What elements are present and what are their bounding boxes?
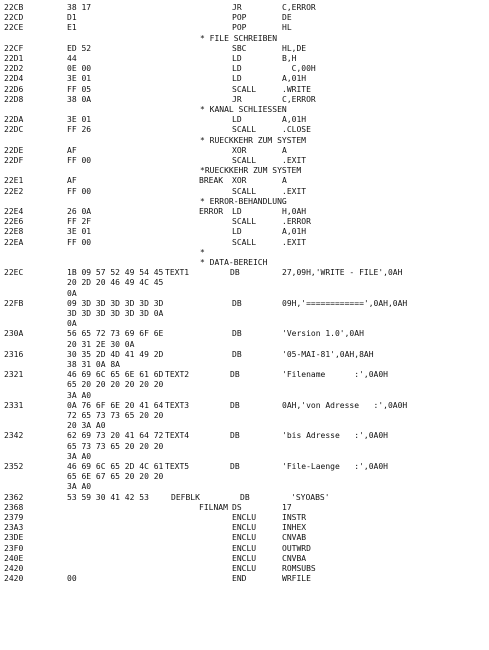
address: 23A3: [4, 523, 24, 533]
opcode: POP: [232, 23, 247, 33]
hex-bytes: 20 3A A0: [67, 421, 106, 431]
hex-bytes: AF: [67, 176, 77, 186]
operand: 'SYOABS': [291, 492, 330, 502]
code-line: [0, 411, 489, 421]
code-line: [0, 340, 489, 350]
code-line: [0, 513, 489, 523]
operand: CNVAB: [282, 533, 307, 543]
opcode: SCALL: [232, 237, 257, 247]
operand: '05-MAI-81',0AH,8AH: [282, 349, 374, 359]
code-line: [0, 544, 489, 554]
opcode: DB: [230, 431, 240, 441]
address: 230A: [4, 329, 24, 339]
opcode: SBC: [232, 43, 247, 53]
operand: OUTWRD: [282, 543, 311, 553]
code-line: [0, 442, 489, 452]
hex-bytes: FF 00: [67, 186, 92, 196]
code-line: [0, 309, 489, 319]
operand: HL: [282, 23, 292, 33]
address: 22EA: [4, 237, 24, 247]
code-line: [0, 289, 489, 299]
hex-bytes: 0A: [67, 288, 77, 298]
operand: C,ERROR: [282, 3, 316, 12]
hex-bytes: FF 26: [67, 125, 92, 135]
code-line: [0, 217, 489, 227]
comment-text: * ERROR-BEHANDLUNG: [200, 196, 287, 206]
address: 22EC: [4, 268, 24, 278]
code-line: [0, 13, 489, 23]
address: 23F0: [4, 543, 24, 553]
operand: 27,09H,'WRITE - FILE',0AH: [282, 268, 403, 278]
opcode: ENCLU: [232, 523, 257, 533]
comment-line: [0, 248, 489, 258]
code-line: [0, 54, 489, 64]
code-line: [0, 125, 489, 135]
hex-bytes: 30 35 2D 4D 41 49 2D: [67, 349, 164, 359]
hex-bytes: D1: [67, 13, 77, 23]
hex-bytes: 0A 76 6F 6E 20 41 64: [67, 400, 164, 410]
code-line: [0, 370, 489, 380]
hex-bytes: 1B 09 57 52 49 54 45: [67, 268, 164, 278]
hex-bytes: 00: [67, 574, 77, 584]
operand: A,01H: [282, 115, 307, 125]
comment-text: *RUECKKEHR ZUM SYSTEM: [200, 166, 302, 176]
code-line: [0, 574, 489, 584]
operand: .CLOSE: [282, 125, 311, 135]
code-line: [0, 95, 489, 105]
address: 22CE: [4, 23, 24, 33]
operand: 09H,'============',0AH,0AH: [282, 298, 408, 308]
operand: 'bis Adresse :',0A0H: [282, 431, 388, 441]
comment-text: * FILE SCHREIBEN: [200, 33, 278, 43]
operand: .ERROR: [282, 217, 311, 227]
opcode: ENCLU: [232, 553, 257, 563]
address: 22D1: [4, 54, 24, 63]
comment-text: * DATA-BEREICH: [200, 258, 268, 267]
opcode: DS: [232, 502, 242, 512]
operand: INSTR: [282, 513, 307, 522]
opcode: DB: [232, 349, 242, 359]
hex-bytes: 20 2D 20 46 49 4C 45: [67, 278, 164, 288]
opcode: DB: [230, 370, 240, 380]
code-line: [0, 391, 489, 401]
label: TEXT1: [165, 268, 190, 278]
operand: DE: [282, 13, 292, 23]
operand: C,ERROR: [282, 94, 316, 104]
operand: .WRITE: [282, 84, 311, 94]
address: 2379: [4, 513, 24, 522]
address: 22E4: [4, 207, 24, 216]
opcode: DB: [230, 462, 240, 471]
operand: HL,DE: [282, 43, 307, 53]
hex-bytes: 3D 3D 3D 3D 3D 3D 0A: [67, 309, 164, 318]
hex-bytes: 53 59 30 41 42 53: [67, 492, 149, 502]
hex-bytes: FF 2F: [67, 217, 92, 227]
opcode: LD: [232, 207, 242, 216]
hex-bytes: 3E 01: [67, 227, 92, 237]
code-line: [0, 299, 489, 309]
address: 2420: [4, 574, 24, 584]
address: 2362: [4, 492, 24, 502]
label: FILNAM: [199, 502, 228, 512]
opcode: DB: [230, 268, 240, 278]
hex-bytes: 38 17: [67, 3, 92, 12]
comment-line: [0, 197, 489, 207]
code-line: [0, 380, 489, 390]
address: 22E8: [4, 227, 24, 237]
address: 23DE: [4, 533, 24, 543]
opcode: LD: [232, 115, 242, 125]
code-line: [0, 64, 489, 74]
hex-bytes: 20 31 2E 30 0A: [67, 339, 135, 349]
operand: ROMSUBS: [282, 564, 316, 573]
code-line: [0, 44, 489, 54]
code-line: [0, 350, 489, 360]
opcode: DB: [232, 329, 242, 339]
address: 2342: [4, 431, 24, 441]
operand: 'File-Laenge :',0A0H: [282, 462, 388, 471]
hex-bytes: 09 3D 3D 3D 3D 3D 3D: [67, 298, 164, 308]
operand: CNVBA: [282, 553, 307, 563]
opcode: END: [232, 574, 247, 584]
address: 22CB: [4, 3, 24, 12]
hex-bytes: FF 00: [67, 237, 92, 247]
hex-bytes: 46 69 6C 65 6E 61 6D: [67, 370, 164, 380]
opcode: LD: [232, 54, 242, 63]
code-line: [0, 146, 489, 156]
hex-bytes: 56 65 72 73 69 6F 6E: [67, 329, 164, 339]
code-line: [0, 207, 489, 217]
code-line: [0, 268, 489, 278]
operand: .EXIT: [282, 186, 307, 196]
operand: 0AH,'von Adresse :',0A0H: [282, 400, 408, 410]
address: 2316: [4, 349, 24, 359]
address: 22FB: [4, 298, 24, 308]
operand: 'Filename :',0A0H: [282, 370, 388, 380]
comment-line: [0, 105, 489, 115]
address: 22D6: [4, 84, 24, 94]
hex-bytes: 38 31 0A 8A: [67, 360, 120, 369]
code-line: [0, 176, 489, 186]
opcode: LD: [232, 74, 242, 84]
opcode: JR: [232, 3, 242, 12]
comment-line: [0, 166, 489, 176]
opcode: DB: [230, 400, 240, 410]
code-line: [0, 452, 489, 462]
address: 22E1: [4, 176, 24, 186]
address: 22DA: [4, 115, 24, 125]
opcode: SCALL: [232, 217, 257, 227]
code-line: [0, 360, 489, 370]
code-line: [0, 156, 489, 166]
address: 2321: [4, 370, 24, 380]
code-line: [0, 74, 489, 84]
label: TEXT5: [165, 462, 190, 471]
address: 2420: [4, 564, 24, 573]
opcode: POP: [232, 13, 247, 23]
code-line: [0, 482, 489, 492]
opcode: DB: [232, 298, 242, 308]
hex-bytes: AF: [67, 145, 77, 155]
operand: A: [282, 176, 287, 186]
code-line: [0, 554, 489, 564]
code-line: [0, 503, 489, 513]
operand: A,01H: [282, 74, 307, 84]
code-line: [0, 533, 489, 543]
opcode: ENCLU: [232, 513, 257, 522]
hex-bytes: 65 20 20 20 20 20 20: [67, 380, 164, 390]
label: TEXT4: [165, 431, 190, 441]
address: 22D4: [4, 74, 24, 84]
opcode: ENCLU: [232, 564, 257, 573]
opcode: LD: [232, 227, 242, 237]
comment-line: [0, 258, 489, 268]
operand: 17: [282, 502, 292, 512]
label: TEXT2: [165, 370, 190, 380]
code-line: [0, 401, 489, 411]
code-line: [0, 329, 489, 339]
comment-text: *: [200, 247, 205, 257]
hex-bytes: 3E 01: [67, 115, 92, 125]
opcode: DB: [240, 492, 250, 502]
hex-bytes: 3A A0: [67, 451, 92, 461]
hex-bytes: 38 0A: [67, 94, 92, 104]
opcode: SCALL: [232, 84, 257, 94]
code-line: [0, 523, 489, 533]
label: TEXT3: [165, 400, 190, 410]
hex-bytes: ED 52: [67, 43, 92, 53]
code-line: [0, 493, 489, 503]
hex-bytes: 65 73 73 65 20 20 20: [67, 441, 164, 451]
code-line: [0, 238, 489, 248]
hex-bytes: 3A A0: [67, 390, 92, 400]
address: 22E2: [4, 186, 24, 196]
operand: A,01H: [282, 227, 307, 237]
address: 22DE: [4, 145, 24, 155]
code-line: [0, 3, 489, 13]
operand: .EXIT: [282, 156, 307, 165]
address: 22D2: [4, 64, 24, 74]
address: 22DC: [4, 125, 24, 135]
hex-bytes: FF 00: [67, 156, 92, 165]
hex-bytes: 44: [67, 54, 77, 63]
opcode: SCALL: [232, 125, 257, 135]
label: DEFBLK: [171, 492, 200, 502]
address: 22DF: [4, 156, 24, 165]
comment-line: [0, 34, 489, 44]
hex-bytes: 46 69 6C 65 2D 4C 61: [67, 462, 164, 471]
hex-bytes: 3E 01: [67, 74, 92, 84]
comment-line: [0, 136, 489, 146]
code-line: [0, 431, 489, 441]
code-line: [0, 227, 489, 237]
opcode: ENCLU: [232, 543, 257, 553]
address: 22CF: [4, 43, 24, 53]
operand: H,0AH: [282, 207, 307, 216]
opcode: JR: [232, 94, 242, 104]
code-line: [0, 187, 489, 197]
hex-bytes: 65 6E 67 65 20 20 20: [67, 472, 164, 482]
address: 22CD: [4, 13, 24, 23]
opcode: ENCLU: [232, 533, 257, 543]
address: 22D8: [4, 94, 24, 104]
code-line: [0, 115, 489, 125]
code-line: [0, 564, 489, 574]
code-line: [0, 85, 489, 95]
hex-bytes: FF 05: [67, 84, 92, 94]
address: 22E6: [4, 217, 24, 227]
hex-bytes: 72 65 73 73 65 20 20: [67, 411, 164, 420]
operand: A: [282, 145, 287, 155]
address: 2352: [4, 462, 24, 471]
code-line: [0, 278, 489, 288]
operand: C,00H: [282, 64, 316, 74]
hex-bytes: 0A: [67, 319, 77, 329]
opcode: LD: [232, 64, 242, 74]
comment-text: * KANAL SCHLIESSEN: [200, 105, 287, 114]
opcode: SCALL: [232, 156, 257, 165]
operand: INHEX: [282, 523, 307, 533]
code-line: [0, 462, 489, 472]
address: 2331: [4, 400, 24, 410]
opcode: XOR: [232, 176, 247, 186]
label: ERROR: [199, 207, 224, 216]
code-line: [0, 472, 489, 482]
hex-bytes: E1: [67, 23, 77, 33]
hex-bytes: 62 69 73 20 41 64 72: [67, 431, 164, 441]
address: 240E: [4, 553, 24, 563]
operand: 'Version 1.0',0AH: [282, 329, 364, 339]
address: 2368: [4, 502, 24, 512]
operand: WRFILE: [282, 574, 311, 584]
operand: .EXIT: [282, 237, 307, 247]
label: BREAK: [199, 176, 224, 186]
opcode: XOR: [232, 145, 247, 155]
code-line: [0, 23, 489, 33]
hex-bytes: 3A A0: [67, 482, 92, 492]
hex-bytes: 26 0A: [67, 207, 92, 216]
operand: B,H: [282, 54, 297, 63]
code-line: [0, 319, 489, 329]
opcode: SCALL: [232, 186, 257, 196]
code-line: [0, 421, 489, 431]
comment-text: * RUECKKEHR ZUM SYSTEM: [200, 135, 306, 145]
hex-bytes: 0E 00: [67, 64, 92, 74]
